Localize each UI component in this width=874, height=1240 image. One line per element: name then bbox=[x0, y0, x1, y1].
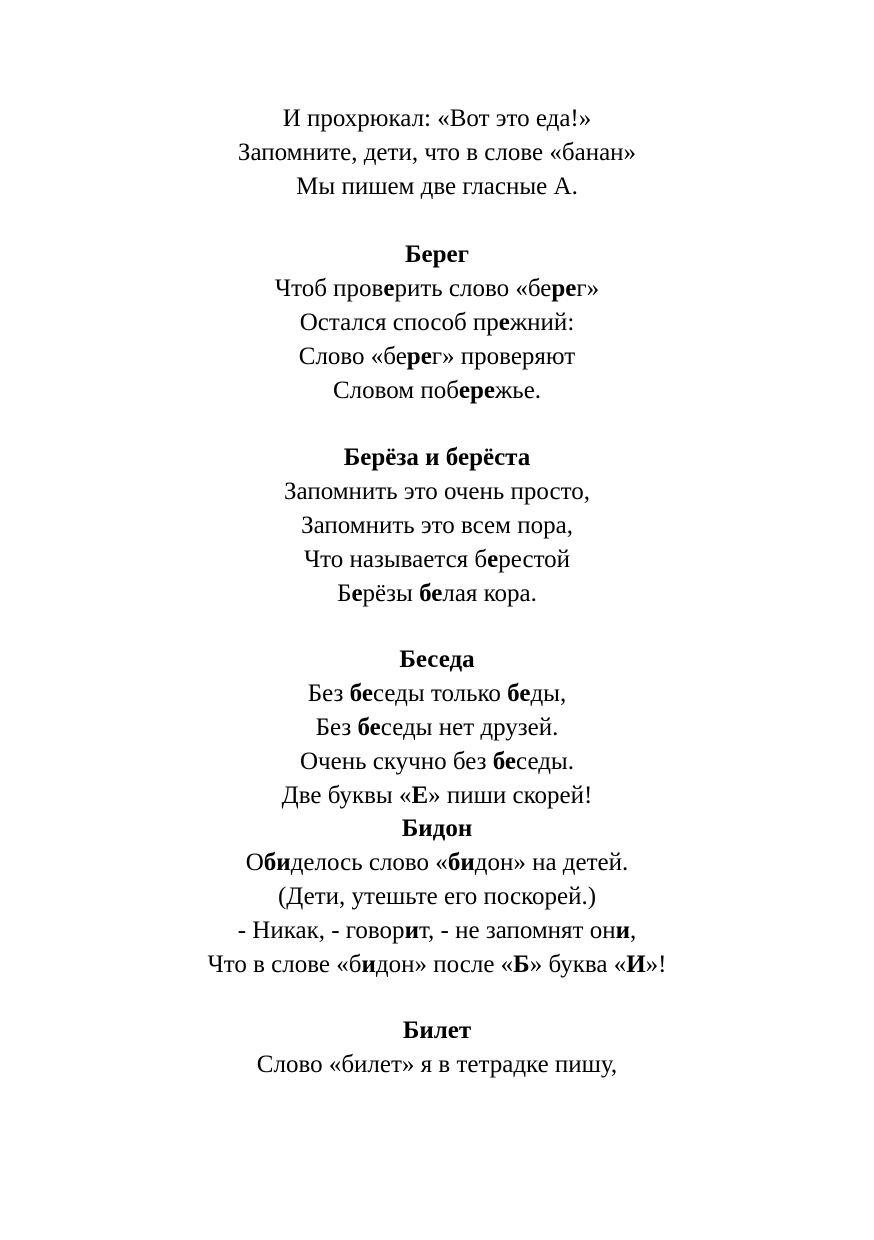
text-segment: (Дети, утешьте его поскорей.) bbox=[277, 883, 597, 910]
text-segment: Что называется б bbox=[303, 546, 488, 573]
poem-line bbox=[0, 779, 874, 813]
section-heading bbox=[0, 441, 874, 475]
text-segment: г» bbox=[576, 275, 600, 302]
text-segment: седы только bbox=[372, 680, 508, 707]
poem-line bbox=[0, 306, 874, 340]
poem-line bbox=[0, 509, 874, 543]
bold-letters: е bbox=[383, 275, 395, 302]
text-segment: дон» на детей. bbox=[474, 849, 629, 876]
text-segment: седы. bbox=[516, 748, 574, 775]
bold-letters: Билет bbox=[402, 1017, 472, 1044]
bold-letters: Берёза и берёста bbox=[343, 444, 531, 471]
bold-letters: бе bbox=[357, 714, 381, 741]
bold-letters: ре bbox=[551, 275, 577, 302]
bold-letters: би bbox=[263, 849, 291, 876]
text-segment: Запомнить это очень просто, bbox=[284, 478, 590, 505]
poem-line bbox=[0, 272, 874, 306]
text-segment: Остался способ пр bbox=[299, 309, 499, 336]
poem-line bbox=[0, 677, 874, 711]
text-segment: жний: bbox=[509, 309, 575, 336]
poem-line bbox=[0, 948, 874, 982]
text-segment: Без bbox=[315, 714, 358, 741]
text-segment: седы нет друзей. bbox=[380, 714, 559, 741]
text-segment: О bbox=[245, 849, 264, 876]
bold-letters: е bbox=[351, 580, 363, 607]
text-segment: Слово «билет» я в тетрадке пишу, bbox=[256, 1051, 618, 1078]
section-heading bbox=[0, 238, 874, 272]
text-segment: И прохрюкал: «Вот это еда!» bbox=[282, 105, 592, 132]
text-segment: рить слово «бе bbox=[394, 275, 552, 302]
bold-letters: Б bbox=[513, 951, 530, 978]
bold-letters: и bbox=[361, 951, 376, 978]
bold-letters: ре bbox=[406, 343, 432, 370]
bold-letters: бе bbox=[419, 580, 443, 607]
poem-line bbox=[0, 711, 874, 745]
text-segment: Б bbox=[337, 580, 352, 607]
text-segment: Запомнить это всем пора, bbox=[301, 512, 573, 539]
text-segment: , bbox=[630, 917, 637, 944]
bold-letters: Беседа bbox=[399, 646, 475, 673]
text-segment: рёзы bbox=[362, 580, 420, 607]
bold-letters: е bbox=[487, 546, 499, 573]
text-segment: жье. bbox=[495, 377, 542, 404]
poem-line bbox=[0, 880, 874, 914]
bold-letters: бе bbox=[492, 748, 517, 775]
poem-line bbox=[0, 846, 874, 880]
section-heading bbox=[0, 643, 874, 677]
text-segment: Мы пишем две гласные А. bbox=[296, 173, 578, 200]
text-segment: Две буквы « bbox=[281, 782, 412, 809]
text-segment: рестой bbox=[498, 546, 571, 573]
poem-line bbox=[0, 340, 874, 374]
poem-line bbox=[0, 136, 874, 170]
text-segment: Слово «бе bbox=[298, 343, 407, 370]
poem-line bbox=[0, 914, 874, 948]
bold-letters: и bbox=[615, 917, 631, 944]
text-segment: Без bbox=[307, 680, 350, 707]
poem-line bbox=[0, 1048, 874, 1082]
text-segment: т, - не запомнят он bbox=[418, 917, 616, 944]
text-segment: Чтоб пров bbox=[274, 275, 384, 302]
bold-letters: Берег bbox=[405, 241, 469, 268]
poem-line bbox=[0, 374, 874, 408]
text-segment: Запомните, дети, что в слове «банан» bbox=[237, 139, 637, 166]
text-segment: лая кора. bbox=[442, 580, 537, 607]
bold-letters: бе bbox=[507, 680, 531, 707]
bold-letters: и bbox=[404, 917, 419, 944]
bold-letters: Е bbox=[411, 782, 429, 809]
text-segment: - Никак, - говор bbox=[237, 917, 405, 944]
text-segment: г» проверяют bbox=[431, 343, 576, 370]
poem-line bbox=[0, 475, 874, 509]
poem-line bbox=[0, 577, 874, 611]
text-segment: »! bbox=[645, 951, 667, 978]
bold-letters: И bbox=[626, 951, 646, 978]
text-segment: Что в слове «б bbox=[207, 951, 362, 978]
bold-letters: ере bbox=[458, 377, 496, 404]
poem-line bbox=[0, 102, 874, 136]
text-segment: делось слово « bbox=[290, 849, 448, 876]
text-segment: » пиши скорей! bbox=[428, 782, 593, 809]
text-segment: ды, bbox=[530, 680, 567, 707]
bold-letters: Бидон bbox=[401, 815, 473, 842]
text-segment: Словом поб bbox=[332, 377, 459, 404]
poem-line bbox=[0, 543, 874, 577]
section-heading bbox=[0, 1014, 874, 1048]
section-heading bbox=[0, 812, 874, 846]
text-segment: дон» после « bbox=[375, 951, 514, 978]
text-segment: Очень скучно без bbox=[300, 748, 493, 775]
bold-letters: бе bbox=[349, 680, 373, 707]
bold-letters: е bbox=[498, 309, 510, 336]
poem-line bbox=[0, 745, 874, 779]
text-segment: » буква « bbox=[529, 951, 627, 978]
bold-letters: би bbox=[447, 849, 475, 876]
poem-line bbox=[0, 170, 874, 204]
